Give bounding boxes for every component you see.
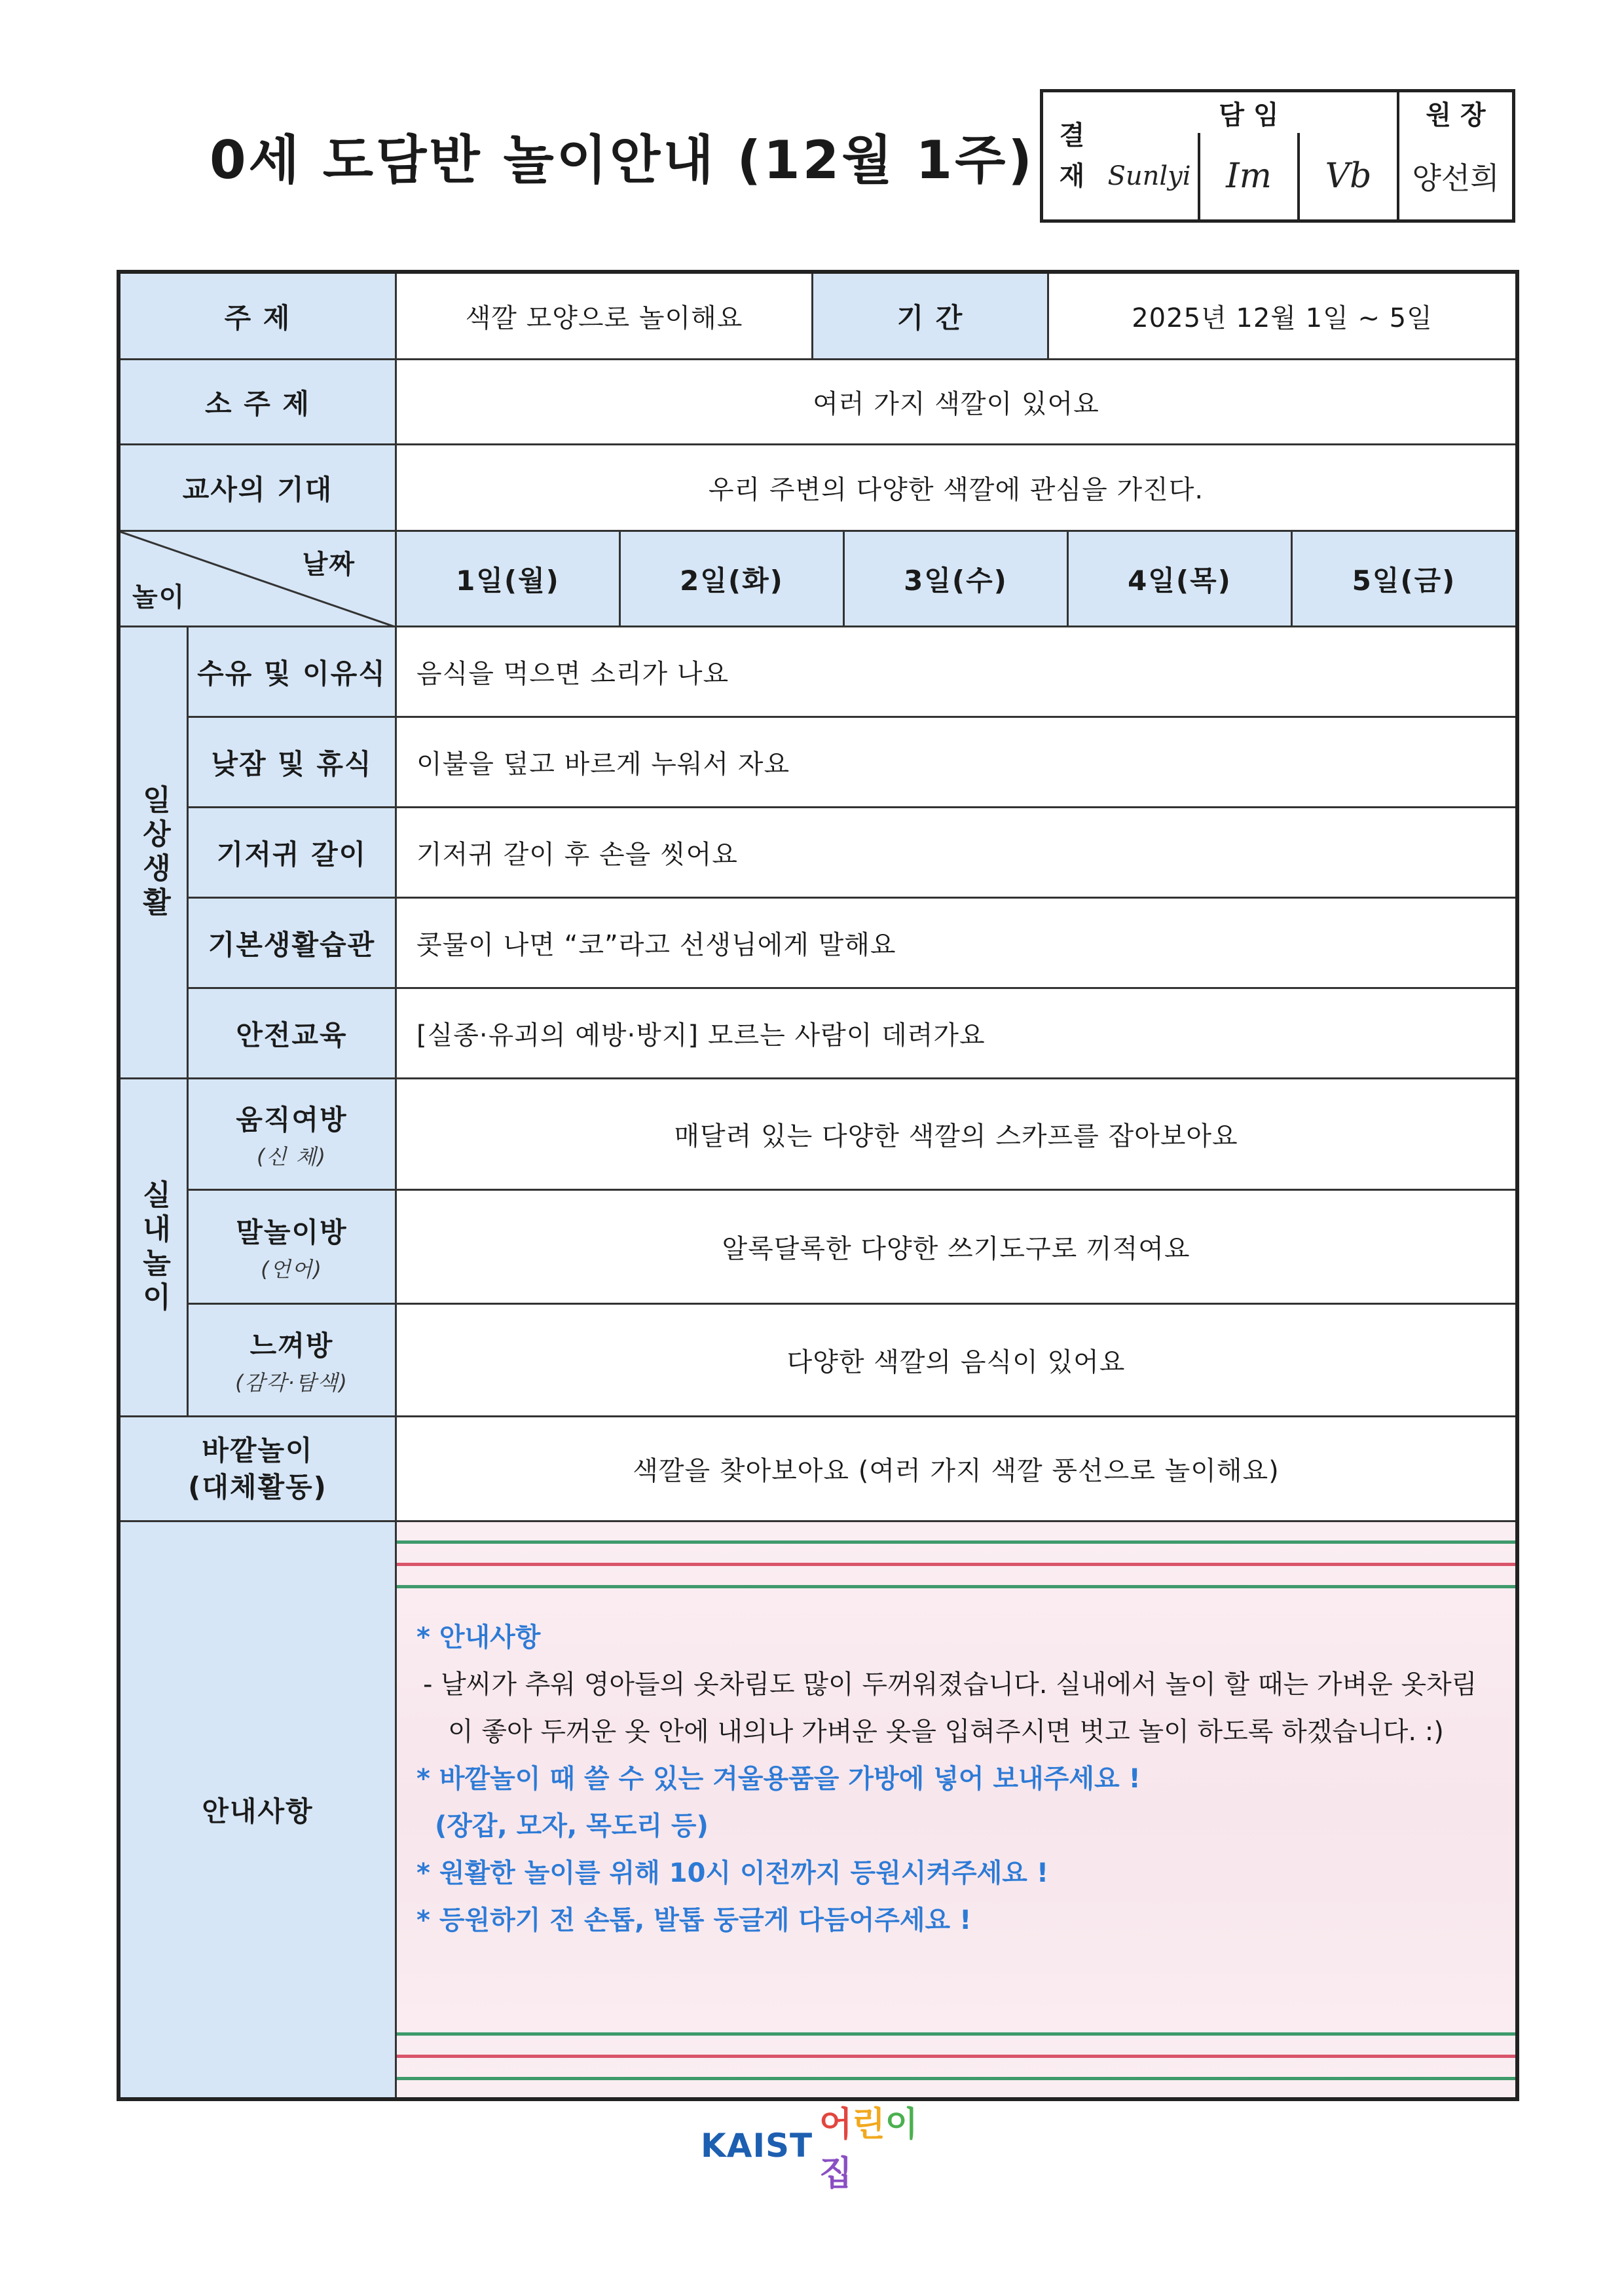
approval-label-top: 결 [1059, 121, 1085, 151]
logo-daycare-label [819, 2105, 918, 2193]
expectation-label: 교사의 기대 [120, 445, 397, 532]
logo-daycare-text [819, 2097, 936, 2195]
play-corner-label: 놀이 [132, 582, 186, 612]
daily-row-value-safety: [실종·유괴의 예방·방지] 모르는 사람이 데려가요 [397, 989, 1515, 1079]
notice-panel [397, 1522, 1515, 2097]
date-corner-label: 날짜 [302, 550, 356, 580]
subtheme-label: 소 주 제 [120, 360, 397, 445]
language-room-sub: (언어) [261, 1256, 323, 1282]
date-play-corner [120, 532, 397, 627]
kaist-daycare-logo [701, 2105, 936, 2193]
indoor-row-label-language [189, 1191, 397, 1305]
approval-label-bottom: 재 [1059, 161, 1085, 191]
daily-row-value-feeding: 음식을 먹으면 소리가 나요 [397, 627, 1515, 718]
indoor-row-label-movement [189, 1079, 397, 1191]
daily-row-value-nap: 이불을 덮고 바르게 누워서 자요 [397, 718, 1515, 808]
indoor-row-value-sensory: 다양한 색깔의 음식이 있어요 [397, 1305, 1515, 1417]
logo-daycare-char: 이 [885, 2105, 918, 2144]
day-header-mon: 1일(월) [397, 532, 621, 627]
notice-item-winter-gear-sub: (장갑, 모자, 목도리 등) [435, 1811, 709, 1841]
approval-label [1043, 92, 1101, 219]
period-value: 2025년 12월 1일 ~ 5일 [1049, 274, 1515, 360]
movement-room-sub: (신 체) [257, 1144, 327, 1169]
indoor-play-group-label [120, 1079, 189, 1417]
indoor-row-value-language: 알록달록한 다양한 쓰기도구로 끼적여요 [397, 1191, 1515, 1305]
signature-1: Sunlyi [1107, 161, 1191, 191]
approval-box [1040, 89, 1515, 223]
daily-row-label-diaper: 기저귀 갈이 [189, 808, 397, 899]
notice-content [416, 1614, 1489, 1944]
logo-daycare-char: 집 [819, 2154, 853, 2193]
indoor-row-label-sensory [189, 1305, 397, 1417]
period-label: 기 간 [813, 274, 1049, 360]
logo-kaist-text: KAIST [701, 2127, 813, 2165]
notice-body: - 날씨가 추워 영아들의 옷차림도 많이 두꺼워졌습니다. 실내에서 놀이 할 때는 가벼운 옷차림이 좋아 두꺼운 옷 안에 내의나 가벼운 옷을 입혀주시면 벗고 놀이 하도록 하겠습니다. :) [423, 1670, 1477, 1747]
signature-slot-1 [1101, 133, 1200, 219]
day-header-tue: 2일(화) [621, 532, 845, 627]
signature-3: Vb [1325, 157, 1372, 196]
indoor-row-value-movement: 매달려 있는 다양한 색깔의 스카프를 잡아보아요 [397, 1079, 1515, 1191]
logo-daycare-char: 린 [852, 2105, 885, 2144]
language-room-name: 말놀이방 [236, 1216, 348, 1248]
sensory-room-sub: (감각·탐색) [235, 1370, 348, 1395]
notice-label: 안내사항 [120, 1522, 397, 2097]
indoor-play-group-text: 실내놀이 [137, 1179, 171, 1316]
notice-item-winter-gear: * 바깥놀이 때 쓸 수 있는 겨울용품을 가방에 넣어 보내주세요 ! [416, 1764, 1141, 1794]
outdoor-value: 색깔을 찾아보아요 (여러 가지 색깔 풍선으로 놀이해요) [397, 1417, 1515, 1522]
day-header-thu: 4일(목) [1069, 532, 1293, 627]
director-header: 원 장 [1426, 100, 1486, 130]
stripe-green-bottom [397, 2032, 1515, 2036]
theme-label: 주 제 [120, 274, 397, 360]
notice-item-nails: * 등원하기 전 손톱, 발톱 둥글게 다듬어주세요 ! [416, 1905, 972, 1935]
movement-room-name: 움직여방 [236, 1103, 348, 1136]
weekly-plan-table [117, 270, 1519, 2101]
stripe-red-bottom [397, 2055, 1515, 2058]
expectation-value: 우리 주변의 다양한 색깔에 관심을 가진다. [397, 445, 1515, 532]
outdoor-label-main: 바깥놀이 [202, 1434, 314, 1466]
theme-value: 색깔 모양으로 놀이해요 [397, 274, 813, 360]
stripe-red-top [397, 1563, 1515, 1566]
stripe-green-top-2 [397, 1585, 1515, 1588]
outdoor-label-sub: (대체활동) [188, 1470, 327, 1503]
daily-life-group-label [120, 627, 189, 1079]
notice-heading: * 안내사항 [416, 1622, 541, 1652]
daily-row-label-nap: 낮잠 및 휴식 [189, 718, 397, 808]
daily-row-value-habits: 콧물이 나면 “코”라고 선생님에게 말해요 [397, 899, 1515, 989]
stripe-green-top [397, 1540, 1515, 1544]
signature-director: 양선희 [1412, 160, 1500, 196]
sensory-room-name: 느껴방 [249, 1329, 334, 1362]
daily-life-group-text: 일상생활 [137, 784, 171, 921]
signature-slot-2 [1200, 133, 1300, 219]
logo-daycare-char: 어 [819, 2105, 853, 2144]
subtheme-value: 여러 가지 색깔이 있어요 [397, 360, 1515, 445]
homeroom-header: 담 임 [1101, 92, 1399, 133]
daily-row-value-diaper: 기저귀 갈이 후 손을 씻어요 [397, 808, 1515, 899]
page-title: 0세 도담반 놀이안내 (12월 1주) [210, 130, 1035, 191]
day-header-wed: 3일(수) [845, 532, 1069, 627]
daily-row-label-habits: 기본생활습관 [189, 899, 397, 989]
day-header-fri: 5일(금) [1293, 532, 1515, 627]
outdoor-label [120, 1417, 397, 1522]
daily-row-label-safety: 안전교육 [189, 989, 397, 1079]
signature-slot-director [1399, 133, 1512, 219]
signature-slot-3 [1300, 133, 1399, 219]
signature-2: Im [1226, 157, 1272, 196]
daily-row-label-feeding: 수유 및 이유식 [189, 627, 397, 718]
stripe-green-bottom-2 [397, 2077, 1515, 2080]
notice-item-arrival-time: * 원활한 놀이를 위해 10시 이전까지 등원시켜주세요 ! [416, 1858, 1049, 1888]
